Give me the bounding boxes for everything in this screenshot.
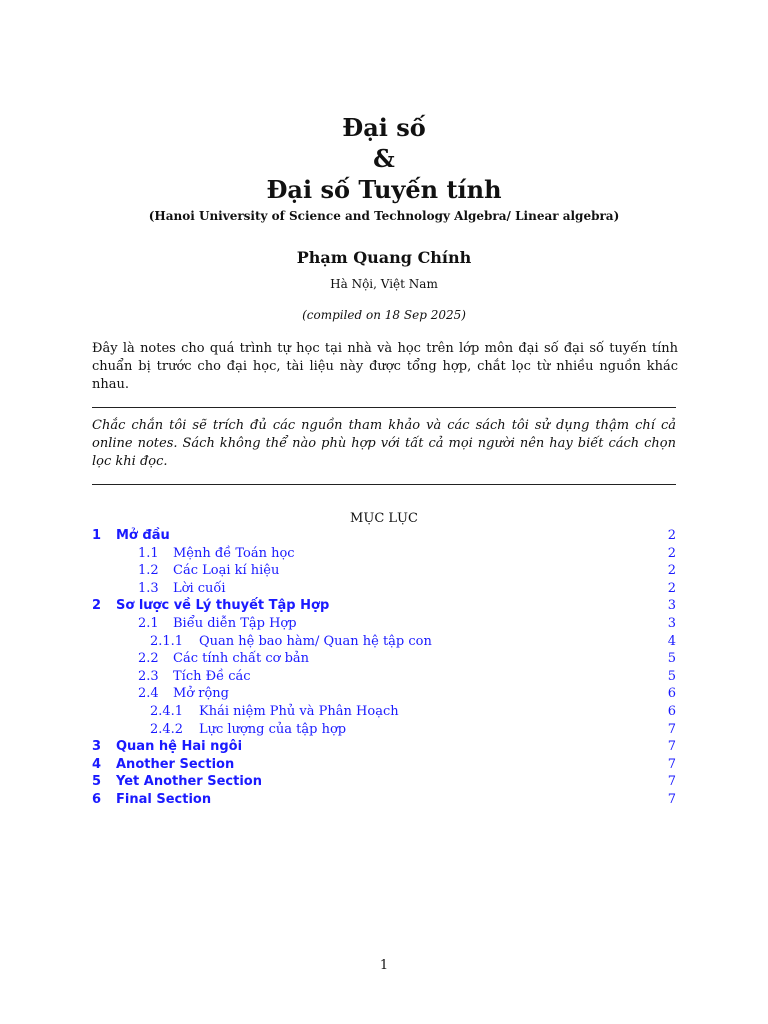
toc-entry-number: 2.4	[138, 686, 159, 702]
toc-entry-number: 5	[92, 774, 102, 790]
table-of-contents	[92, 527, 676, 809]
toc-entry-page[interactable]: 2	[667, 580, 676, 596]
toc-entry-title[interactable]: Quan hệ Hai ngôi	[116, 739, 243, 755]
toc-entry-title[interactable]: Khái niệm Phủ và Phân Hoạch	[199, 703, 399, 719]
toc-entry-title[interactable]: Lời cuối	[173, 580, 226, 596]
toc-entry[interactable]	[92, 668, 676, 686]
toc-entry[interactable]	[92, 738, 676, 756]
note-paragraph: Chắc chắn tôi sẽ trích đủ các nguồn tham khảo và các sách tôi sử dụng thậm chí cả online notes. Sách không thể nào phù hợp với tất cả mọi người nên hay biết cách chọn lọc khi đọc.	[92, 418, 676, 469]
page-number: 1	[379, 958, 389, 973]
toc-entry-title[interactable]: Mở rộng	[173, 686, 230, 702]
toc-entry-page[interactable]: 6	[667, 703, 676, 719]
toc-entry-page[interactable]: 7	[667, 739, 676, 755]
toc-entry-title[interactable]: Biểu diễn Tập Hợp	[173, 615, 297, 631]
title-line-2: Đại số Tuyến tính	[266, 175, 502, 204]
toc-entry[interactable]	[92, 633, 676, 651]
toc-entry-number: 2.4.1	[150, 703, 184, 719]
toc-entry-number: 2.3	[138, 668, 159, 684]
author-location: Hà Nội, Việt Nam	[330, 277, 438, 291]
toc-entry-title[interactable]: Tích Đề các	[173, 668, 251, 684]
toc-entry-page[interactable]: 7	[667, 721, 676, 737]
toc-entry-number: 1	[92, 528, 102, 543]
toc-entry-page[interactable]: 3	[667, 598, 676, 614]
toc-entry-page[interactable]: 7	[667, 791, 676, 807]
toc-entry-page[interactable]: 2	[667, 545, 676, 561]
toc-entry-title[interactable]: Sơ lược về Lý thuyết Tập Hợp	[116, 598, 330, 614]
document-title	[0, 112, 768, 205]
toc-entry-title[interactable]: Mở đầu	[116, 528, 170, 543]
toc-entry-number: 2.4.2	[150, 721, 184, 737]
author-name: Phạm Quang Chính	[296, 248, 472, 267]
toc-entry-title[interactable]: Another Section	[116, 756, 235, 772]
toc-entry-page[interactable]: 6	[667, 686, 676, 702]
toc-entry[interactable]	[92, 703, 676, 721]
toc-entry[interactable]	[92, 597, 676, 615]
toc-entry-number: 2.2	[138, 651, 159, 667]
toc-entry[interactable]	[92, 773, 676, 791]
toc-entry[interactable]	[92, 562, 676, 580]
toc-entry[interactable]	[92, 615, 676, 633]
compiled-date: (compiled on 18 Sep 2025)	[302, 308, 466, 322]
toc-entry-page[interactable]: 2	[667, 563, 676, 579]
toc-entry-number: 1.3	[138, 580, 159, 596]
title-line-1: Đại số	[342, 113, 426, 142]
toc-entry[interactable]	[92, 791, 676, 809]
toc-entry-page[interactable]: 5	[667, 668, 676, 684]
toc-entry-title[interactable]: Yet Another Section	[116, 774, 262, 790]
toc-entry[interactable]	[92, 650, 676, 668]
note-top-rule	[92, 407, 676, 408]
toc-entry-number: 1.1	[138, 545, 159, 561]
toc-entry-page[interactable]: 7	[667, 756, 676, 772]
toc-entry-number: 6	[92, 791, 102, 807]
note-bottom-rule	[92, 484, 676, 485]
toc-entry[interactable]	[92, 685, 676, 703]
toc-entry-number: 2.1.1	[150, 633, 184, 649]
toc-heading: MỤC LỤC	[350, 511, 418, 526]
toc-entry[interactable]	[92, 545, 676, 563]
toc-entry-number: 3	[92, 739, 102, 755]
toc-entry-page[interactable]: 3	[667, 615, 676, 631]
toc-entry-title[interactable]: Mệnh đề Toán học	[173, 545, 295, 561]
toc-entry-page[interactable]: 4	[667, 633, 676, 649]
toc-entry-page[interactable]: 7	[667, 774, 676, 790]
toc-entry-number: 4	[92, 756, 102, 772]
toc-entry-page[interactable]: 5	[667, 651, 676, 667]
toc-entry-page[interactable]: 2	[667, 528, 676, 543]
toc-entry[interactable]	[92, 721, 676, 739]
toc-entry[interactable]	[92, 756, 676, 774]
toc-entry-number: 2	[92, 598, 102, 614]
toc-entry[interactable]	[92, 580, 676, 598]
toc-entry-title[interactable]: Lực lượng của tập hợp	[199, 721, 347, 737]
toc-entry-title[interactable]: Các Loại kí hiệu	[173, 563, 280, 579]
toc-entry-number: 2.1	[138, 615, 159, 631]
toc-entry-title[interactable]: Các tính chất cơ bản	[173, 651, 310, 667]
document-subtitle: (Hanoi University of Science and Technology Algebra/ Linear algebra)	[148, 209, 620, 223]
toc-entry-title[interactable]: Final Section	[116, 791, 212, 807]
toc-entry[interactable]	[92, 527, 676, 545]
toc-entry-title[interactable]: Quan hệ bao hàm/ Quan hệ tập con	[199, 633, 432, 649]
abstract-paragraph: Đây là notes cho quá trình tự học tại nhà và học trên lớp môn đại số đại số tuyến tính chuẩn bị trước cho đại học, tài liệu này được tổng hợp, chắt lọc từ nhiều nguồn khác nhau.	[92, 341, 678, 392]
toc-entry-number: 1.2	[138, 563, 159, 579]
title-ampersand: &	[373, 144, 395, 173]
